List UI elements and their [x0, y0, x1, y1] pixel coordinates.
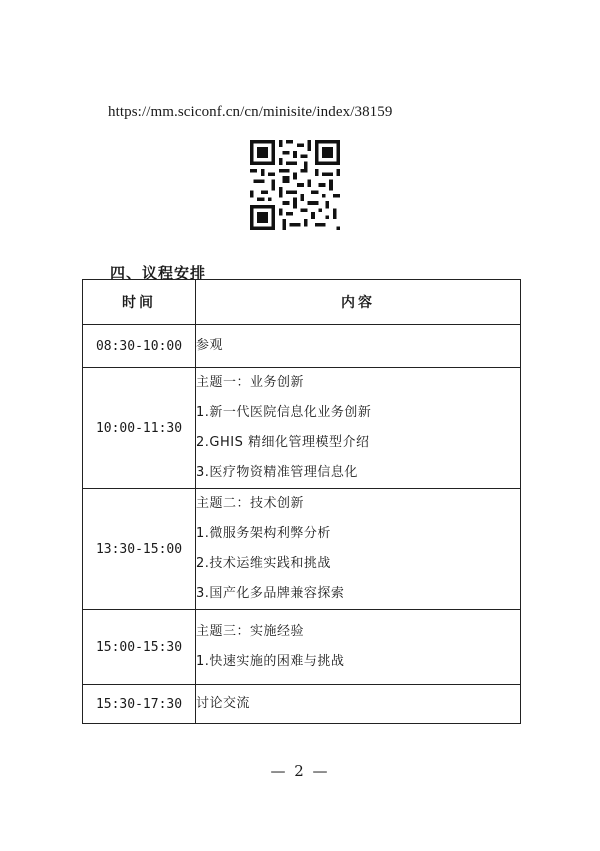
time-cell: 10:00-11:30 — [83, 368, 196, 489]
table-row — [83, 368, 521, 489]
content-line: 1.微服务架构利弊分析 — [196, 526, 331, 541]
content-cell — [196, 610, 521, 685]
content-line: 3.医疗物资精准管理信息化 — [196, 465, 358, 480]
topic-title: 主题二：技术创新 — [196, 496, 305, 511]
time-cell: 08:30-10:00 — [83, 325, 196, 368]
content-line: 1.新一代医院信息化业务创新 — [196, 405, 372, 420]
table-row — [83, 685, 521, 724]
content-cell — [196, 685, 521, 724]
qr-code-icon — [250, 140, 340, 230]
table-header-row — [83, 280, 521, 325]
table-row — [83, 610, 521, 685]
topic-title: 主题一：业务创新 — [196, 375, 305, 390]
content-line: 2.GHIS 精细化管理模型介绍 — [196, 435, 370, 450]
page-number: — 2 — — [270, 762, 330, 780]
time-cell: 15:00-15:30 — [83, 610, 196, 685]
content-line: 讨论交流 — [196, 696, 251, 711]
content-line: 1.快速实施的困难与挑战 — [196, 654, 345, 669]
content-line: 2.技术运维实践和挑战 — [196, 556, 331, 571]
time-cell: 13:30-15:00 — [83, 489, 196, 610]
topic-title: 主题三：实施经验 — [196, 624, 305, 639]
content-cell — [196, 368, 521, 489]
table-row — [83, 325, 521, 368]
header-content: 内容 — [196, 280, 521, 325]
header-time: 时间 — [83, 280, 196, 325]
minisite-url[interactable]: https://mm.sciconf.cn/cn/minisite/index/38159 — [108, 104, 393, 120]
time-cell: 15:30-17:30 — [83, 685, 196, 724]
section-heading: 四、议程安排 — [110, 264, 207, 282]
agenda-table — [82, 279, 521, 724]
content-line: 3.国产化多品牌兼容探索 — [196, 586, 345, 601]
content-cell — [196, 489, 521, 610]
table-row — [83, 489, 521, 610]
content-line: 参观 — [196, 338, 224, 353]
content-cell — [196, 325, 521, 368]
